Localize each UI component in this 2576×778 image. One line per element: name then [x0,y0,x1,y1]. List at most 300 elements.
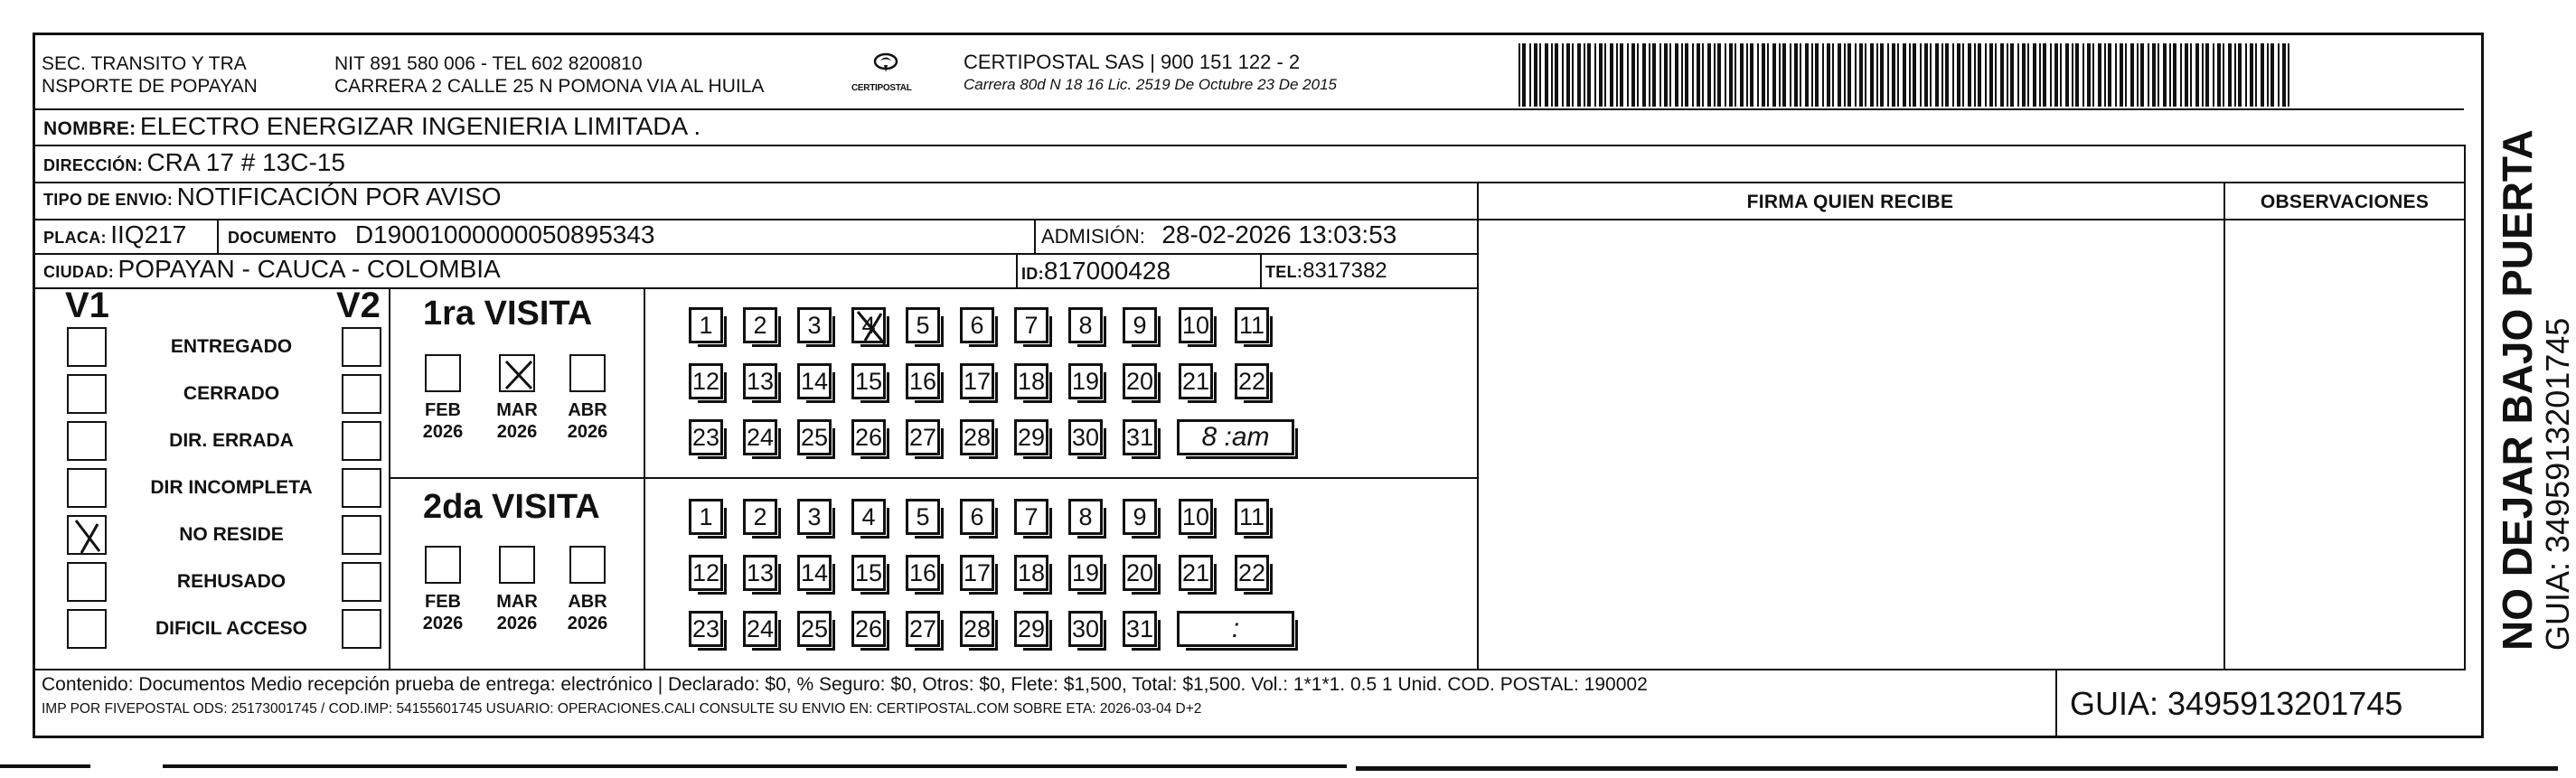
barcode-bar [1692,43,1694,107]
day-box[interactable] [797,499,832,535]
direccion-label: DIRECCIÓN: [43,156,143,174]
direccion-row [43,148,345,177]
day-box[interactable] [1235,555,1269,591]
barcode-bar [2282,43,2286,107]
barcode-bar [1616,43,1618,107]
month-checkbox[interactable] [499,354,535,392]
barcode-bar [1572,43,1574,107]
day-number: 25 [800,614,829,642]
barcode-bar [1962,43,1964,107]
day-number: 20 [1125,558,1154,586]
day-number: 13 [746,558,775,586]
day-box[interactable] [1235,499,1269,535]
day-number: 6 [970,502,984,530]
barcode-bar [1529,43,1531,107]
v2-checkbox[interactable] [342,562,381,602]
entity-line-1: SEC. TRANSITO Y TRA [42,53,247,74]
v1-checkbox[interactable] [67,374,107,414]
id-row [1021,257,1170,286]
logo-text: CERTIPOSTAL [851,83,912,93]
header-divider [33,108,2464,110]
barcode-bar [2017,43,2019,107]
day-box[interactable] [1179,555,1213,591]
day-box[interactable] [743,307,777,343]
barcode-bar [1897,43,1899,107]
day-number: 21 [1181,558,1210,586]
day-number: 23 [691,614,720,642]
barcode-bar [1762,43,1765,107]
barcode-bar [1887,43,1889,107]
barcode-bar [1876,43,1878,107]
month-label [485,591,549,634]
second-visit-title: 2da VISITA [423,488,600,526]
barcode-bar [2267,43,2269,107]
day-box[interactable] [1068,555,1103,591]
day-box[interactable] [1068,307,1103,343]
month-label [556,399,619,443]
v2-checkbox[interactable] [342,468,381,508]
barcode-bar [1978,43,1981,107]
footer-line-2: IMP POR FIVEPOSTAL ODS: 25173001745 / COD.IMP: 54155601745 USUARIO: OPERACIONES.CALI CONSULTE SU ENVIO EN: CERTIPOSTAL.COM SOBRE ETA: 2026-03-04 D+2 [42,701,1202,717]
barcode-bar [2072,43,2073,107]
day-box[interactable] [960,611,994,647]
certipostal-logo [850,45,922,101]
v1-checkbox[interactable] [67,421,107,461]
barcode-bar [1945,43,1949,107]
barcode-bar [2234,43,2236,107]
footer-line-1: Contenido: Documentos Medio recepción prueba de entrega: electrónico | Declarado: $0, % Seguro: $0, Otros: $0, Flete: $1,500, Total: $1,500. Vol.: 1*1*1. 0.5 1 Unid. COD. POSTAL: 190002 [42,674,1648,695]
barcode-bar [2169,43,2171,107]
col-divider [1260,253,1262,287]
month-checkbox[interactable] [569,546,606,584]
month-label [411,399,475,443]
signature-header-divider [1477,219,2466,220]
day-number: 24 [746,423,775,451]
day-box[interactable] [906,611,940,647]
placa-label: PLACA: [43,229,107,247]
barcode-bar [2288,43,2289,107]
day-box[interactable] [1179,499,1213,535]
time-box[interactable] [1177,611,1294,647]
entity-contact [334,52,764,98]
footer-guia-divider [2055,669,2057,737]
barcode-bar [1584,43,1585,107]
barcode-bar [2270,43,2274,107]
barcode-bar [1620,43,1623,107]
day-box[interactable] [689,307,723,343]
v2-checkbox[interactable] [342,327,381,367]
day-number: 2 [753,311,767,339]
barcode-bar [1714,43,1716,107]
barcode-bar [1880,43,1884,107]
day-box[interactable] [689,555,723,591]
barcode-bar [2158,43,2159,107]
barcode-bar [1985,43,1987,107]
row-divider [33,287,1479,289]
month-name: FEB [425,592,461,612]
v1-checkbox[interactable] [67,609,107,649]
barcode-bar [2098,43,2101,107]
barcode-bar [1562,43,1564,107]
day-number: 10 [1181,311,1210,339]
day-number: 20 [1125,367,1154,395]
barcode-bar [2223,43,2224,107]
month-year: 2026 [422,422,464,442]
barcode-bar [2278,43,2280,107]
barcode-bar [2054,43,2058,107]
v2-checkbox[interactable] [342,374,381,414]
barcode-bar [1859,43,1863,107]
month-year: 2026 [496,614,538,633]
month-checkbox[interactable] [425,354,461,392]
month-checkbox[interactable] [425,546,461,584]
day-box[interactable] [689,611,723,647]
day-number: 19 [1071,558,1100,586]
barcode-bar [1697,43,1700,107]
time-value: : [1231,614,1240,643]
day-number: 18 [1017,558,1046,586]
x-mark-icon [854,310,888,346]
day-number: 12 [691,558,720,586]
day-number: 21 [1181,367,1210,395]
v1-checkbox[interactable] [67,515,107,555]
ciudad-label: CIUDAD: [43,263,115,281]
day-box[interactable] [851,307,886,343]
day-box[interactable] [1014,499,1048,535]
day-number: 8 [1078,502,1093,530]
barcode-bar [2238,43,2242,107]
day-box[interactable] [743,363,777,399]
placa-row [43,220,186,249]
barcode-bar [1729,43,1733,107]
day-box[interactable] [851,499,886,535]
day-number: 22 [1237,367,1266,395]
month-name: ABR [568,592,607,612]
first-visit-title: 1ra VISITA [423,295,593,333]
day-number: 27 [908,614,937,642]
day-box[interactable] [1123,499,1157,535]
day-box[interactable] [689,419,723,455]
day-box[interactable] [743,555,777,591]
day-box[interactable] [851,611,886,647]
day-number: 24 [746,614,775,642]
day-box[interactable] [1235,307,1269,343]
day-number: 31 [1125,423,1154,451]
barcode-bar [1957,43,1960,107]
day-box[interactable] [851,363,886,399]
barcode-bar [2087,43,2091,107]
time-box[interactable] [1177,419,1294,455]
barcode-bar [1952,43,1954,107]
cut-mark [1356,766,2558,771]
day-box[interactable] [906,555,940,591]
barcode-bar [1707,43,1711,107]
barcode-bar [1870,43,1874,107]
day-box[interactable] [797,555,832,591]
day-box[interactable] [1235,363,1269,399]
documento-row [228,220,655,249]
status-label: CERRADO [183,383,280,404]
barcode-bar [1865,43,1866,107]
right-inner-border [2464,145,2466,670]
day-number: 17 [963,558,992,586]
v1-checkbox[interactable] [67,562,107,602]
day-box[interactable] [1014,307,1048,343]
barcode-bar [2185,43,2188,107]
barcode-bar [1681,43,1683,107]
barcode-bar [1675,43,1678,107]
day-box[interactable] [797,611,832,647]
status-label: REHUSADO [176,571,287,592]
day-box[interactable] [743,611,777,647]
barcode-bar [1599,43,1603,107]
barcode-bar [1669,43,1671,107]
day-number: 16 [908,367,937,395]
ciudad-row [43,255,501,284]
barcode-bar [2039,43,2041,107]
month-name: MAR [496,592,538,612]
barcode-bar [1750,43,1753,107]
company-info [964,51,1337,96]
barcode-bar [1587,43,1591,107]
barcode-bar [1702,43,1704,107]
company-address: Carrera 80d N 18 16 Lic. 2519 De Octubre 23 De 2015 [964,76,1337,93]
barcode-bar [2125,43,2127,107]
barcode-bar [1522,43,1526,107]
barcode-bar [1518,43,1520,107]
barcode-bar [1594,43,1596,107]
day-number: 1 [699,502,713,530]
day-box[interactable] [1068,419,1103,455]
barcode-bar [2060,43,2062,107]
v2-checkbox[interactable] [342,515,381,555]
barcode-bar [2130,43,2134,107]
admision-value: 28-02-2026 13:03:53 [1161,220,1397,248]
day-box[interactable] [851,419,886,455]
col-divider [1034,219,1036,253]
day-box[interactable] [1123,419,1157,455]
day-box[interactable] [1068,499,1103,535]
status-label: DIR INCOMPLETA [150,477,313,498]
day-number: 16 [908,558,937,586]
month-label [485,399,549,443]
entity-name [42,52,258,98]
day-box[interactable] [960,419,994,455]
status-label: ENTREGADO [170,336,293,357]
day-number: 28 [963,423,992,451]
day-box[interactable] [906,307,940,343]
barcode-bar [2050,43,2052,107]
barcode-bar [1815,43,1819,107]
day-box[interactable] [1014,363,1048,399]
barcode-bar [1844,43,1846,107]
barcode-bar [1659,43,1661,107]
day-number: 25 [800,423,829,451]
signature-divider [1477,182,1479,670]
side-guia: GUIA: 3495913201745 [2539,317,2576,651]
v1-checkbox[interactable] [67,468,107,508]
barcode-bar [1545,43,1548,107]
day-number: 26 [854,423,883,451]
day-number: 19 [1071,367,1100,395]
day-number: 14 [800,367,829,395]
barcode-bar [1794,43,1798,107]
day-number: 4 [861,502,876,530]
day-box[interactable] [689,499,723,535]
time-value: 8 :am [1201,422,1270,452]
month-label [556,591,619,634]
v2-checkbox[interactable] [342,421,381,461]
barcode-bar [1903,43,1906,107]
day-box[interactable] [797,363,832,399]
barcode-bar [1604,43,1606,107]
barcode-bar [2108,43,2111,107]
day-box[interactable] [1123,307,1157,343]
day-number: 22 [1237,558,1266,586]
address-line: CARRERA 2 CALLE 25 N POMONA VIA AL HUILA [334,76,765,97]
month-checkbox[interactable] [499,546,535,584]
barcode-bar [2228,43,2232,107]
barcode-bar [2104,43,2106,107]
day-box[interactable] [960,499,994,535]
barcode-bar [1717,43,1721,107]
day-number: 11 [1238,311,1265,339]
v1-checkbox[interactable] [67,327,107,367]
day-number: 29 [1017,614,1046,642]
day-number: 9 [1133,311,1147,339]
day-box[interactable] [1068,363,1103,399]
barcode-bar [1534,43,1537,107]
barcode-bar [2010,43,2014,107]
col-divider [217,219,219,253]
barcode-bar [1642,43,1646,107]
barcode-bar [2043,43,2046,107]
day-number: 26 [854,614,883,642]
direccion-value: CRA 17 # 13C-15 [146,148,345,176]
day-number: 6 [970,311,984,339]
barcode-bar [1539,43,1541,107]
day-number: 3 [807,502,822,530]
tel-row [1265,258,1387,284]
barcode-bar [1555,43,1558,107]
side-title: NO DEJAR BAJO PUERTA [2494,129,2541,651]
barcode-bar [2027,43,2029,107]
entity-line-2: NSPORTE DE POPAYAN [42,76,258,97]
barcode-bar [1930,43,1932,107]
barcode-bar [1782,43,1786,107]
day-box[interactable] [1014,611,1048,647]
tipo-label: TIPO DE ENVIO: [43,191,174,209]
id-label: ID: [1021,265,1044,283]
barcode-bar [2250,43,2253,107]
day-box[interactable] [906,363,940,399]
day-box[interactable] [1123,555,1157,591]
barcode-bar [1822,43,1824,107]
barcode-bar [2115,43,2117,107]
day-number: 3 [807,311,822,339]
day-box[interactable] [1123,611,1157,647]
admision-label: ADMISIÓN: [1041,225,1145,248]
documento-label: DOCUMENTO [228,229,337,247]
barcode-bar [2213,43,2214,107]
day-box[interactable] [906,499,940,535]
admision-row [1041,220,1396,249]
observaciones-label: OBSERVACIONES [2260,192,2430,212]
day-number: 15 [854,367,883,395]
barcode-bar [1735,43,1736,107]
day-box[interactable] [797,419,832,455]
barcode-bar [1909,43,1911,107]
day-box[interactable] [1179,363,1213,399]
day-number: 10 [1181,502,1210,530]
barcode-bar [1610,43,1613,107]
placa-value: IIQ217 [110,220,187,248]
barcode-bar [2000,43,2004,107]
barcode-bar [2163,43,2167,107]
barcode-bar [1652,43,1656,107]
barcode-bar [1685,43,1688,107]
day-number: 8 [1078,311,1093,339]
documento-value: D19001000000050895343 [354,220,655,248]
day-box[interactable] [906,419,940,455]
day-number: 17 [963,367,992,395]
day-number: 14 [800,558,829,586]
month-name: MAR [496,400,538,420]
tel-label: TEL: [1265,263,1303,281]
barcode-bar [2190,43,2192,107]
row-divider [33,145,2466,146]
day-box[interactable] [1179,307,1213,343]
day-box[interactable] [851,555,886,591]
day-box[interactable] [743,419,777,455]
day-box[interactable] [1014,555,1048,591]
day-box[interactable] [797,307,832,343]
barcode-bar [1811,43,1813,107]
v2-header: V2 [336,286,381,325]
month-year: 2026 [422,614,464,633]
day-number: 11 [1238,502,1265,530]
day-number: 30 [1071,423,1100,451]
day-box[interactable] [743,499,777,535]
month-name: FEB [425,400,461,420]
status-label: DIFICIL ACCESO [155,618,307,639]
day-number: 27 [908,423,937,451]
day-box[interactable] [1123,363,1157,399]
month-checkbox[interactable] [569,354,606,392]
barcode-bar [1892,43,1895,107]
day-number: 7 [1024,311,1039,339]
day-box[interactable] [689,363,723,399]
barcode-bar [2033,43,2036,107]
visit-split-divider [389,477,1479,479]
day-box[interactable] [960,307,994,343]
day-number: 31 [1125,614,1154,642]
barcode-bar [1725,43,1726,107]
side-text [2495,129,2576,651]
month-label [411,591,475,634]
day-box[interactable] [1068,611,1103,647]
v2-checkbox[interactable] [342,609,381,649]
day-number: 28 [963,614,992,642]
barcode-bar [2195,43,2199,107]
day-box[interactable] [1014,419,1048,455]
cut-mark [0,764,90,768]
x-mark-icon [501,356,537,394]
day-box[interactable] [960,363,994,399]
barcode-bar [1935,43,1939,107]
day-box[interactable] [960,555,994,591]
day-number: 9 [1133,502,1147,530]
